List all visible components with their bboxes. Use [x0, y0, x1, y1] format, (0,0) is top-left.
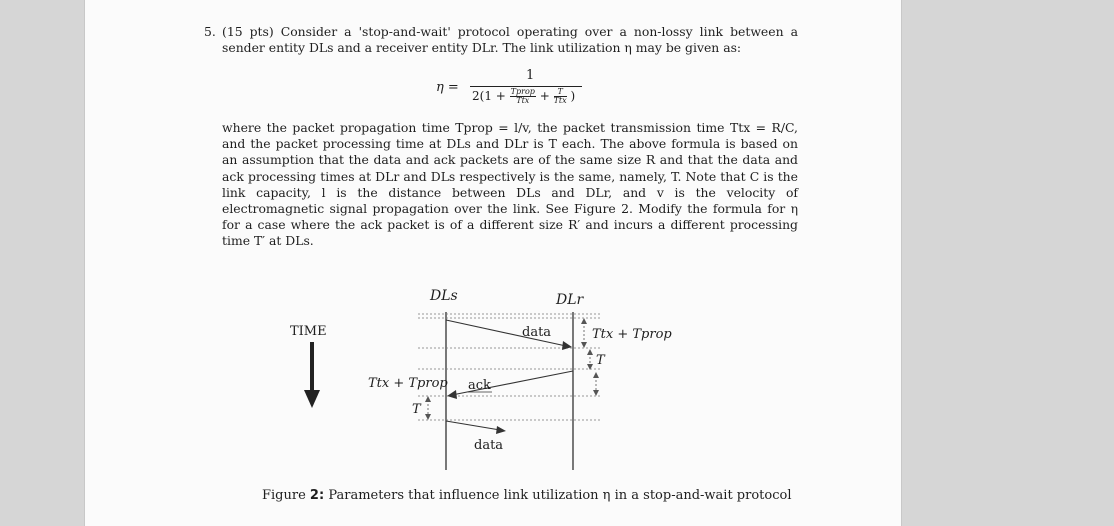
formula-close: ) [570, 89, 576, 103]
caption-text: Parameters that influence link utilization η in a stop-and-wait protocol [328, 488, 792, 503]
ack-arrowhead [447, 390, 457, 399]
formula-numerator: 1 [526, 68, 535, 83]
data-label: data [522, 325, 552, 340]
right-ack-arrow-down [593, 390, 599, 396]
data2-arrowhead [496, 426, 506, 434]
left-proc-arrow-down [425, 414, 431, 420]
left-proc-label: T [412, 402, 421, 417]
right-delay-arrow-down [581, 342, 587, 348]
formula-plus: + [539, 89, 550, 103]
sender-label: DLs [430, 288, 458, 304]
data2-label: data [474, 438, 504, 453]
right-proc-label: T [596, 353, 605, 368]
formula-tprop-num: Tprop [510, 87, 535, 96]
right-delay-arrow-up [581, 318, 587, 324]
formula-t-den: Ttx [553, 96, 567, 105]
problem-intro-text: Consider a 'stop-and-wait' protocol operating over a non-lossy link between a sender entity DLs and a receiver entity DLr. The link utilization η may be given as: [222, 24, 798, 55]
left-delay-label: Ttx + Tprop [368, 376, 448, 391]
right-ack-arrow-up [593, 372, 599, 378]
problem-points: (15 pts) [222, 24, 274, 39]
time-arrow-head [304, 390, 320, 408]
formula-tprop-den: Ttx [516, 96, 530, 105]
formula-den-prefix: 2(1 + [472, 89, 506, 103]
left-proc-arrow-up [425, 396, 431, 402]
ack-label: ack [468, 378, 491, 393]
data-arrowhead [562, 341, 572, 350]
right-delay-label: Ttx + Tprop [592, 327, 672, 342]
figure-caption [262, 488, 792, 503]
problem-number: 5. [204, 24, 216, 39]
caption-prefix: Figure [262, 488, 306, 503]
data2-packet-arrow [446, 421, 500, 430]
caption-number: 2: [309, 488, 325, 503]
problem-body-text: where the packet propagation time Tprop = l/v, the packet transmission time Ttx = R/C, and the packet processing time at DLs and DLr is T each. The above formula is based on an assumption that the data and ack packets are of the same size R and that the data and ack processing times at DLr and DLs respectively is the same, namely, T. Note that C is the link capacity, l is the distance between DLs and DLr, and v is the velocity of electromagnetic signal propagation over the link. See Figure 2. Modify the formula for η for a case where the ack packet is of a different size R′ and incurs a different processing time T′ at DLs. [222, 120, 798, 249]
receiver-label: DLr [556, 292, 584, 308]
time-label: TIME [290, 324, 327, 339]
right-proc-arrow-up [587, 349, 593, 355]
formula-t-num: T [554, 88, 567, 97]
formula-lhs: η = [436, 80, 459, 95]
